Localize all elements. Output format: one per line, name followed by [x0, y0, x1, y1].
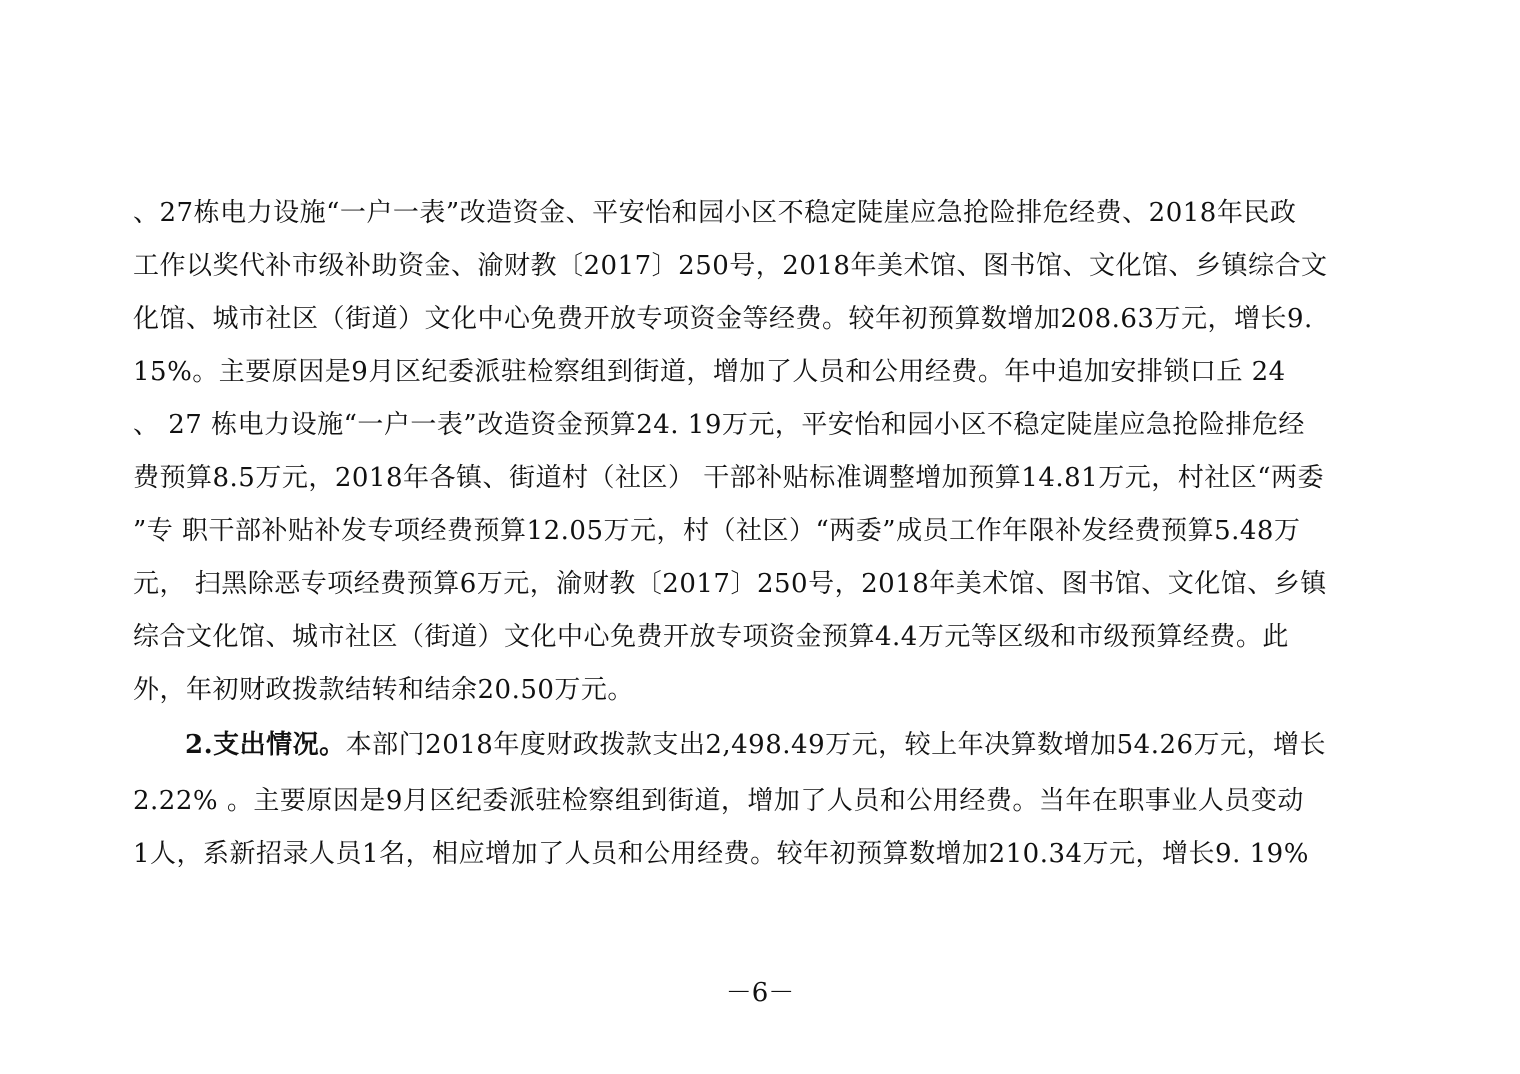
paragraph-line: 、27栋电力设施“一户一表”改造资金、平安怡和园小区不稳定陡崖应急抢险排危经费、2018年民政 — [133, 198, 1297, 228]
paragraph-line: 综合文化馆、城市社区（街道）文化中心免费开放专项资金预算4.4万元等区级和市级预算经费。此 — [133, 622, 1289, 652]
paragraph-line: 、 27 栋电力设施“一户一表”改造资金预算24. 19万元，平安怡和园小区不稳定陡崖应急抢险排危经 — [133, 410, 1305, 440]
paragraph-line: 化馆、城市社区（街道）文化中心免费开放专项资金等经费。较年初预算数增加208.63万元，增长9. — [133, 304, 1313, 334]
section-line: 2.22% 。主要原因是9月区纪委派驻检察组到街道，增加了人员和公用经费。当年在职事业人员变动 — [133, 786, 1304, 816]
paragraph-line: ”专 职干部补贴补发专项经费预算12.05万元，村（社区）“两委”成员工作年限补发经费预算5.48万 — [133, 516, 1301, 546]
paragraph-line: 元， 扫黑除恶专项经费预算6万元，渝财教〔2017〕250号，2018年美术馆、图书馆、文化馆、乡镇 — [133, 569, 1327, 599]
section-first-line-text: 本部门2018年度财政拨款支出2,498.49万元，较上年决算数增加54.26万元，增长 — [345, 730, 1327, 760]
paragraph-line: 费预算8.5万元，2018年各镇、街道村（社区） 干部补贴标准调整增加预算14.81万元，村社区“两委 — [133, 463, 1325, 493]
paragraph-line: 外，年初财政拨款结转和结余20.50万元。 — [133, 675, 634, 705]
section-first-line — [185, 730, 1326, 760]
section-line: 1人，系新招录人员1名，相应增加了人员和公用经费。较年初预算数增加210.34万元，增长9. 19% — [133, 839, 1309, 869]
page-number: －6－ — [725, 978, 795, 1008]
paragraph-line: 工作以奖代补市级补助资金、渝财教〔2017〕250号，2018年美术馆、图书馆、文化馆、乡镇综合文 — [133, 251, 1328, 281]
section-heading: 2.支出情况。 — [185, 730, 346, 760]
paragraph-line: 15%。主要原因是9月区纪委派驻检察组到街道，增加了人员和公用经费。年中追加安排锁口丘 24 — [133, 357, 1286, 387]
